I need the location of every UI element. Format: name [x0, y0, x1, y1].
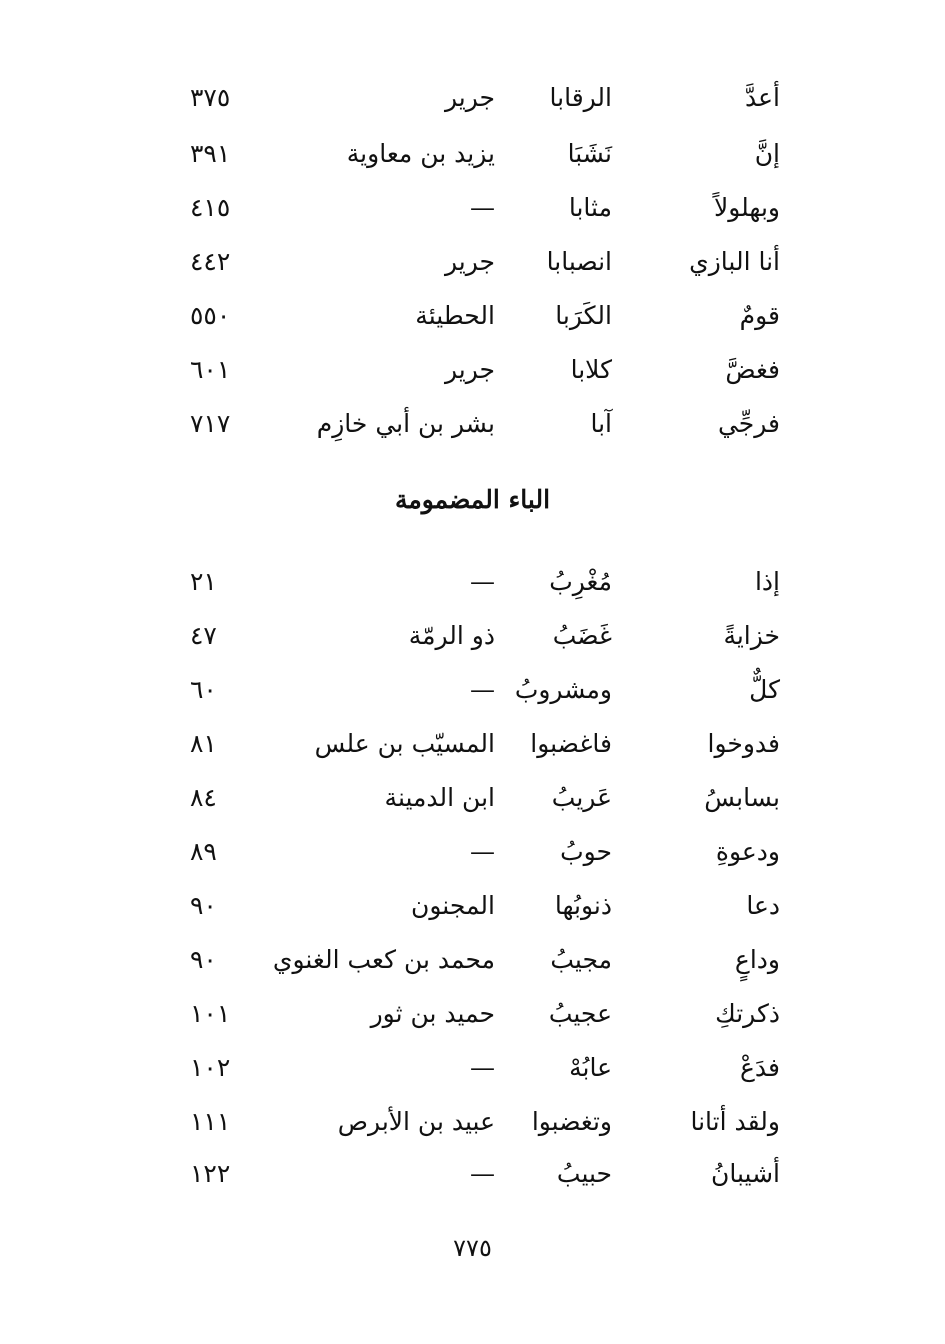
rhyme-word: ومشروبُ [514, 675, 612, 704]
verse-start: إذا [754, 567, 780, 596]
poet-name: ذو الرمّة [408, 621, 495, 650]
poet-name: المجنون [411, 891, 495, 920]
index-row [0, 940, 945, 980]
page-ref: ٨١ [190, 729, 217, 758]
rhyme-word: عابُهْ [569, 1053, 612, 1082]
poet-name: — [470, 1053, 495, 1082]
page-ref: ٦٠١ [190, 355, 231, 384]
index-row [0, 562, 945, 602]
page-ref: ٩٠ [190, 891, 217, 920]
rhyme-word: وتغضبوا [531, 1107, 612, 1136]
rhyme-word: حوبُ [560, 837, 612, 866]
poet-name: الحطيئة [415, 301, 495, 330]
verse-start: وبهلولاً [713, 193, 780, 222]
page-ref: ٢١ [190, 567, 217, 596]
index-row [0, 994, 945, 1034]
poet-name: محمد بن كعب الغنوي [272, 945, 495, 974]
poet-name: ابن الدمينة [384, 783, 495, 812]
section-heading: الباء المضمومة [394, 485, 551, 514]
verse-start: فغضَّ [725, 355, 780, 384]
index-row [0, 1048, 945, 1088]
verse-start: أعدَّ [745, 83, 780, 112]
index-row [0, 616, 945, 656]
verse-start: فرجِّي [717, 409, 780, 438]
rhyme-word: ذنوبُها [554, 891, 612, 920]
page-ref: ٣٧٥ [190, 83, 231, 112]
rhyme-word: عجيبُ [548, 999, 612, 1028]
index-row [0, 242, 945, 282]
index-row [0, 886, 945, 926]
verse-start: ودعوةِ [715, 837, 780, 866]
page-ref: ٦٠ [190, 675, 217, 704]
verse-start: كلٌّ [749, 675, 780, 704]
page-ref: ٤١٥ [190, 193, 231, 222]
rhyme-word: الرقابا [549, 83, 612, 112]
index-row [0, 1102, 945, 1142]
poet-name: — [470, 1159, 495, 1188]
poet-name: بشر بن أبي خازِم [316, 409, 495, 438]
verse-start: بسابسُ [704, 783, 780, 812]
rhyme-word: آبا [590, 409, 612, 438]
index-row [0, 724, 945, 764]
poet-name: — [470, 567, 495, 596]
poet-name: يزيد بن معاوية [346, 139, 495, 168]
index-row [0, 134, 945, 174]
index-row [0, 296, 945, 336]
rhyme-word: انصبابا [546, 247, 612, 276]
verse-start: إنَّ [754, 139, 780, 168]
index-row [0, 778, 945, 818]
rhyme-word: عَريبُ [551, 783, 612, 812]
verse-start: ذكرتكِ [715, 999, 780, 1028]
verse-start: أنا البازي [689, 247, 780, 276]
verse-start: فدوخوا [707, 729, 780, 758]
page-ref: ٨٤ [190, 783, 217, 812]
rhyme-word: نَشَبَا [567, 139, 612, 168]
rhyme-word: مُغْرِبُ [549, 567, 612, 596]
page-ref: ٩٠ [190, 945, 217, 974]
index-row [0, 350, 945, 390]
page-ref: ١٢٢ [190, 1159, 231, 1188]
page-ref: ٥٥٠ [190, 301, 231, 330]
page-ref: ٣٩١ [190, 139, 231, 168]
rhyme-word: مجيبُ [550, 945, 612, 974]
index-row [0, 188, 945, 228]
rhyme-word: حبيبُ [556, 1159, 612, 1188]
page-ref: ٤٧ [190, 621, 217, 650]
page-ref: ٧١٧ [190, 409, 231, 438]
page-ref: ٤٤٢ [190, 247, 231, 276]
rhyme-word: مثابا [568, 193, 612, 222]
verse-start: فدَعْ [740, 1053, 780, 1082]
poet-name: جرير [445, 247, 495, 276]
verse-start: دعا [746, 891, 780, 920]
verse-start: خزايةً [723, 621, 780, 650]
page-number: ٧٧٥ [453, 1234, 492, 1262]
rhyme-word: غَضَبُ [552, 621, 612, 650]
poet-name: جرير [445, 83, 495, 112]
rhyme-word: فاغضبوا [530, 729, 612, 758]
page-ref: ١٠٢ [190, 1053, 231, 1082]
index-row [0, 670, 945, 710]
page-ref: ٨٩ [190, 837, 217, 866]
poet-name: — [470, 193, 495, 222]
poet-name: حميد بن ثور [370, 999, 495, 1028]
page-ref: ١٠١ [190, 999, 231, 1028]
page-ref: ١١١ [190, 1107, 231, 1136]
verse-start: أشيبانُ [711, 1159, 780, 1188]
poet-name: جرير [445, 355, 495, 384]
verse-start: ولقد أتانا [690, 1107, 780, 1136]
rhyme-word: الكَرَبا [555, 301, 612, 330]
poet-name: المسيّب بن علس [314, 729, 495, 758]
index-row [0, 78, 945, 118]
poet-name: — [470, 837, 495, 866]
index-row [0, 1154, 945, 1194]
verse-start: قومٌ [739, 301, 780, 330]
poet-name: — [470, 675, 495, 704]
poet-name: عبيد بن الأبرص [337, 1107, 495, 1136]
index-row [0, 832, 945, 872]
verse-start: وداعٍ [734, 945, 780, 974]
index-row [0, 404, 945, 444]
rhyme-word: كلابا [570, 355, 612, 384]
